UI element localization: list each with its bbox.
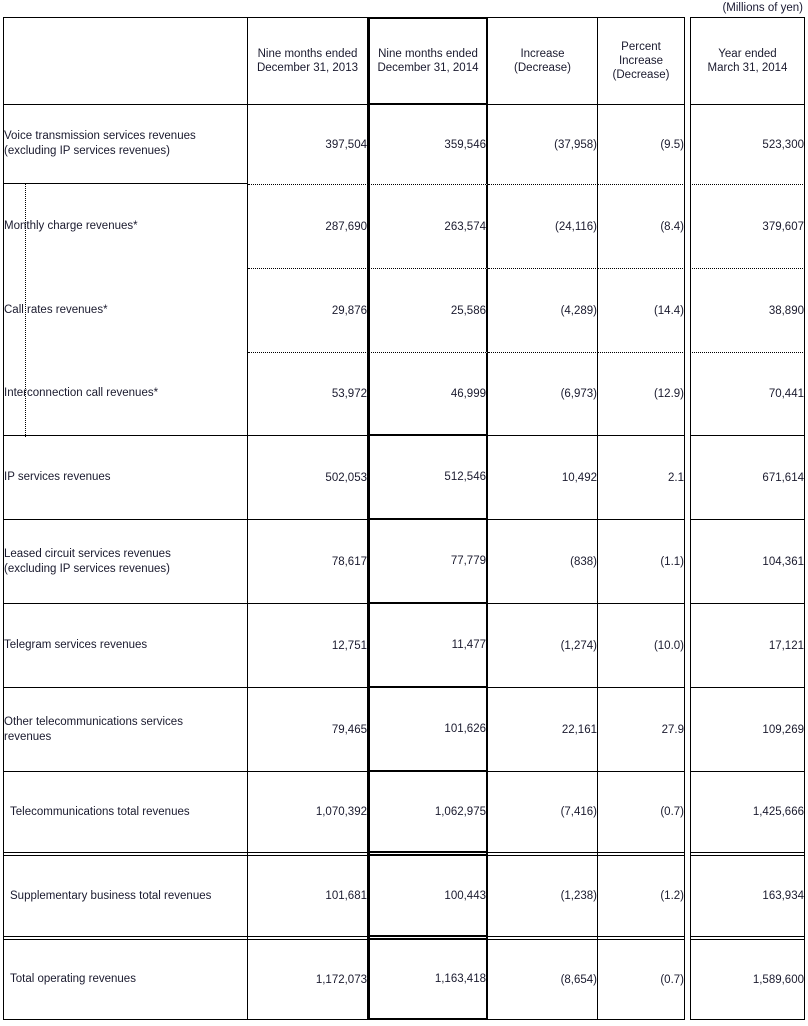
cell-monthly-increase: (24,116) [488, 184, 598, 268]
cell-interconnect-year: 70,441 [690, 352, 805, 436]
row-label-line: Leased circuit services revenues [4, 547, 171, 560]
row-label-line: Other telecommunications services [4, 715, 183, 728]
cell-voice-2013: 397,504 [248, 105, 368, 184]
table-row [3, 856, 805, 937]
cell-leased-2013: 78,617 [248, 520, 368, 604]
row-label-monthly-charge [3, 184, 248, 268]
header-increase-line2: (Decrease) [514, 62, 571, 74]
table-row [3, 940, 805, 1020]
row-label-line: Interconnection call revenues* [4, 387, 159, 399]
cell-leased-percent: (1.1) [598, 520, 685, 604]
row-label-telecom-total [3, 772, 248, 853]
cell-voice-year: 523,300 [690, 105, 805, 184]
header-percent-line3: (Decrease) [612, 69, 670, 81]
cell-interconnect-percent: (12.9) [598, 352, 685, 436]
header-cell-increase [488, 17, 598, 105]
cell-supp-percent: (1.2) [598, 856, 685, 937]
table-row [3, 604, 805, 688]
row-label-line: Voice transmission services revenues [4, 130, 196, 142]
table-row [3, 352, 805, 436]
header-year-line1: Year ended [718, 48, 777, 60]
row-label-line: IP services revenues [4, 471, 111, 483]
row-label-line: Supplementary business total revenues [10, 889, 212, 902]
table-row [3, 772, 805, 853]
header-percent-line1: Percent [621, 41, 661, 53]
table-row [3, 184, 805, 268]
header-2013-line2: December 31, 2013 [256, 62, 358, 74]
cell-telegram-increase: (1,274) [488, 604, 598, 688]
cell-monthly-2013: 287,690 [248, 184, 368, 268]
cell-interconnect-2014: 46,999 [368, 352, 488, 436]
financial-table-container [3, 17, 805, 1024]
operating-revenues-table [3, 17, 805, 1020]
cell-other-percent: 27.9 [598, 688, 685, 772]
cell-ip-percent: 2.1 [598, 436, 685, 520]
cell-other-increase: 22,161 [488, 688, 598, 772]
cell-telecomtotal-percent: (0.7) [598, 772, 685, 853]
cell-totalop-year: 1,589,600 [690, 940, 805, 1020]
cell-supp-increase: (1,238) [488, 856, 598, 937]
cell-monthly-2014: 263,574 [368, 184, 488, 268]
row-label-line: Monthly charge revenues* [4, 219, 138, 232]
cell-callrates-2013: 29,876 [248, 268, 368, 352]
row-label-voice-transmission [3, 105, 248, 184]
table-row [3, 520, 805, 604]
cell-totalop-increase: (8,654) [488, 940, 598, 1020]
cell-telecomtotal-2013: 1,070,392 [248, 772, 368, 853]
row-label-interconnection [3, 352, 248, 436]
cell-telecomtotal-2014: 1,062,975 [368, 772, 488, 853]
cell-totalop-2013: 1,172,073 [248, 940, 368, 1020]
row-label-line: Call rates revenues* [4, 303, 108, 316]
cell-voice-increase: (37,958) [488, 105, 598, 184]
header-year-line2: March 31, 2014 [707, 62, 788, 74]
cell-leased-2014: 77,779 [368, 520, 488, 604]
cell-leased-year: 104,361 [690, 520, 805, 604]
row-label-other-telecom [3, 688, 248, 772]
header-cell-percent [598, 17, 685, 105]
cell-ip-2014: 512,546 [368, 436, 488, 520]
row-label-line: Total operating revenues [10, 973, 136, 985]
cell-supp-2013: 101,681 [248, 856, 368, 937]
header-percent-line2: Increase [618, 55, 664, 67]
header-2014-line1: Nine months ended [378, 48, 478, 60]
row-label-line: (excluding IP services revenues) [4, 562, 170, 575]
row-label-ip-services [3, 436, 248, 520]
row-label-line: revenues [4, 730, 52, 743]
cell-telegram-year: 17,121 [690, 604, 805, 688]
cell-telecomtotal-increase: (7,416) [488, 772, 598, 853]
header-cell-year-ended [690, 17, 805, 105]
nested-indent-bracket [25, 184, 27, 437]
table-row [3, 105, 805, 184]
cell-callrates-increase: (4,289) [488, 268, 598, 352]
cell-callrates-2014: 25,586 [368, 268, 488, 352]
cell-monthly-percent: (8.4) [598, 184, 685, 268]
cell-supp-2014: 100,443 [368, 856, 488, 937]
cell-callrates-percent: (14.4) [598, 268, 685, 352]
cell-telegram-2014: 11,477 [368, 604, 488, 688]
cell-telegram-2013: 12,751 [248, 604, 368, 688]
cell-ip-2013: 502,053 [248, 436, 368, 520]
header-increase-line1: Increase [520, 48, 565, 60]
cell-telegram-percent: (10.0) [598, 604, 685, 688]
row-label-total-operating [3, 940, 248, 1020]
cell-voice-percent: (9.5) [598, 105, 685, 184]
cell-voice-2014: 359,546 [368, 105, 488, 184]
cell-totalop-2014: 1,163,418 [368, 940, 488, 1020]
cell-supp-year: 163,934 [690, 856, 805, 937]
cell-other-2013: 79,465 [248, 688, 368, 772]
header-2014-line2: December 31, 2014 [377, 62, 479, 74]
header-2013-line1: Nine months ended [257, 48, 358, 60]
table-row [3, 436, 805, 520]
header-cell-blank [3, 17, 248, 105]
row-label-supplementary-total [3, 856, 248, 937]
cell-interconnect-increase: (6,973) [488, 352, 598, 436]
row-label-leased-circuit [3, 520, 248, 604]
table-row [3, 268, 805, 352]
header-cell-2013 [248, 17, 368, 105]
cell-totalop-percent: (0.7) [598, 940, 685, 1020]
cell-telecomtotal-year: 1,425,666 [690, 772, 805, 853]
cell-ip-year: 671,614 [690, 436, 805, 520]
cell-interconnect-2013: 53,972 [248, 352, 368, 436]
cell-ip-increase: 10,492 [488, 436, 598, 520]
row-label-line: (excluding IP services revenues) [4, 145, 170, 157]
cell-monthly-year: 379,607 [690, 184, 805, 268]
table-row [3, 688, 805, 772]
cell-other-year: 109,269 [690, 688, 805, 772]
row-label-line: Telegram services revenues [4, 639, 148, 651]
units-note: (Millions of yen) [722, 2, 803, 14]
row-label-line: Telecommunications total revenues [10, 805, 190, 818]
table-header-row [3, 17, 805, 105]
cell-leased-increase: (838) [488, 520, 598, 604]
header-cell-2014 [368, 17, 488, 105]
row-label-telegram [3, 604, 248, 688]
cell-callrates-year: 38,890 [690, 268, 805, 352]
row-label-call-rates [3, 268, 248, 352]
cell-other-2014: 101,626 [368, 688, 488, 772]
